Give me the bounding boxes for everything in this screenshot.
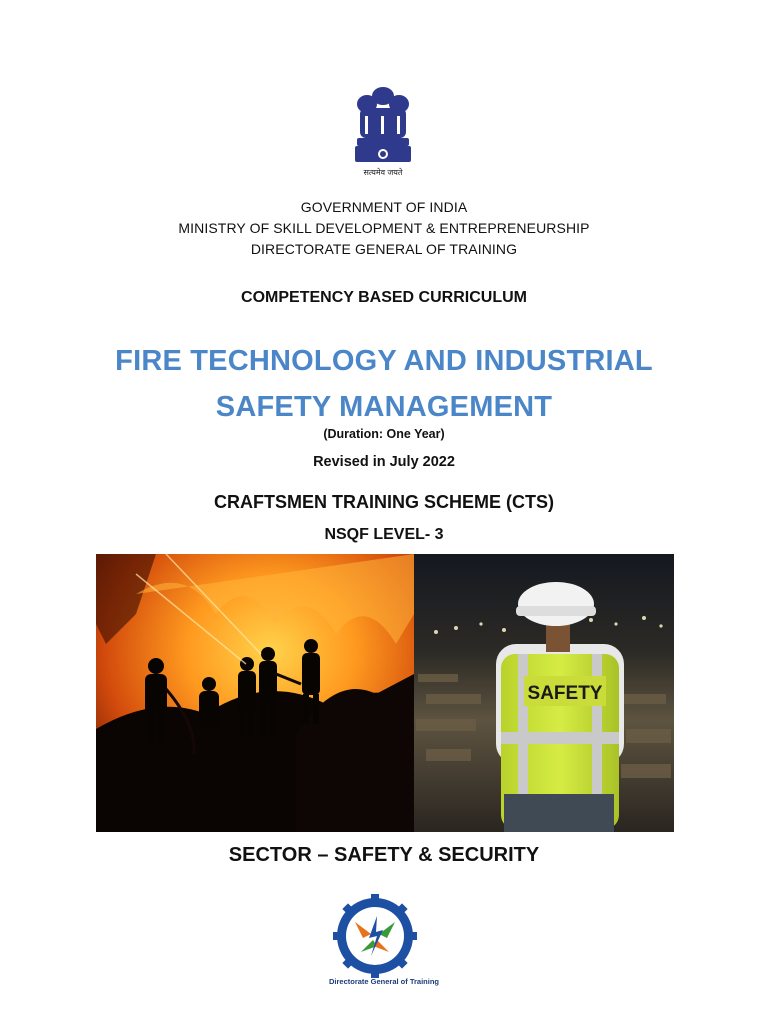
title-line-2: SAFETY MANAGEMENT <box>215 391 553 423</box>
vest-label: SAFETY <box>527 683 603 704</box>
emblem-motto: सत्यमेव जयते <box>363 168 403 177</box>
title-line-1: FIRE TECHNOLOGY AND INDUSTRIAL <box>115 345 653 377</box>
cover-photos <box>96 554 674 832</box>
header-line-directorate: DIRECTORATE GENERAL OF TRAINING <box>250 241 518 257</box>
nsqf-level: NSQF LEVEL- 3 <box>324 526 444 543</box>
firefighters-photo <box>96 554 414 832</box>
government-header <box>0 197 768 260</box>
dgt-logo-icon <box>333 894 417 978</box>
revised-date: Revised in July 2022 <box>313 454 455 470</box>
safety-worker-photo <box>414 554 674 832</box>
header-line-government: GOVERNMENT OF INDIA <box>300 199 468 215</box>
dgt-logo-caption: Directorate General of Training <box>328 977 440 986</box>
duration-text: (Duration: One Year) <box>323 427 445 441</box>
sector-heading: SECTOR – SAFETY & SECURITY <box>228 844 540 866</box>
scheme-name: CRAFTSMEN TRAINING SCHEME (CTS) <box>214 492 554 512</box>
document-title <box>0 338 768 430</box>
curriculum-label: COMPETENCY BASED CURRICULUM <box>241 289 527 306</box>
header-line-ministry: MINISTRY OF SKILL DEVELOPMENT & ENTREPRENEURSHIP <box>178 220 590 236</box>
